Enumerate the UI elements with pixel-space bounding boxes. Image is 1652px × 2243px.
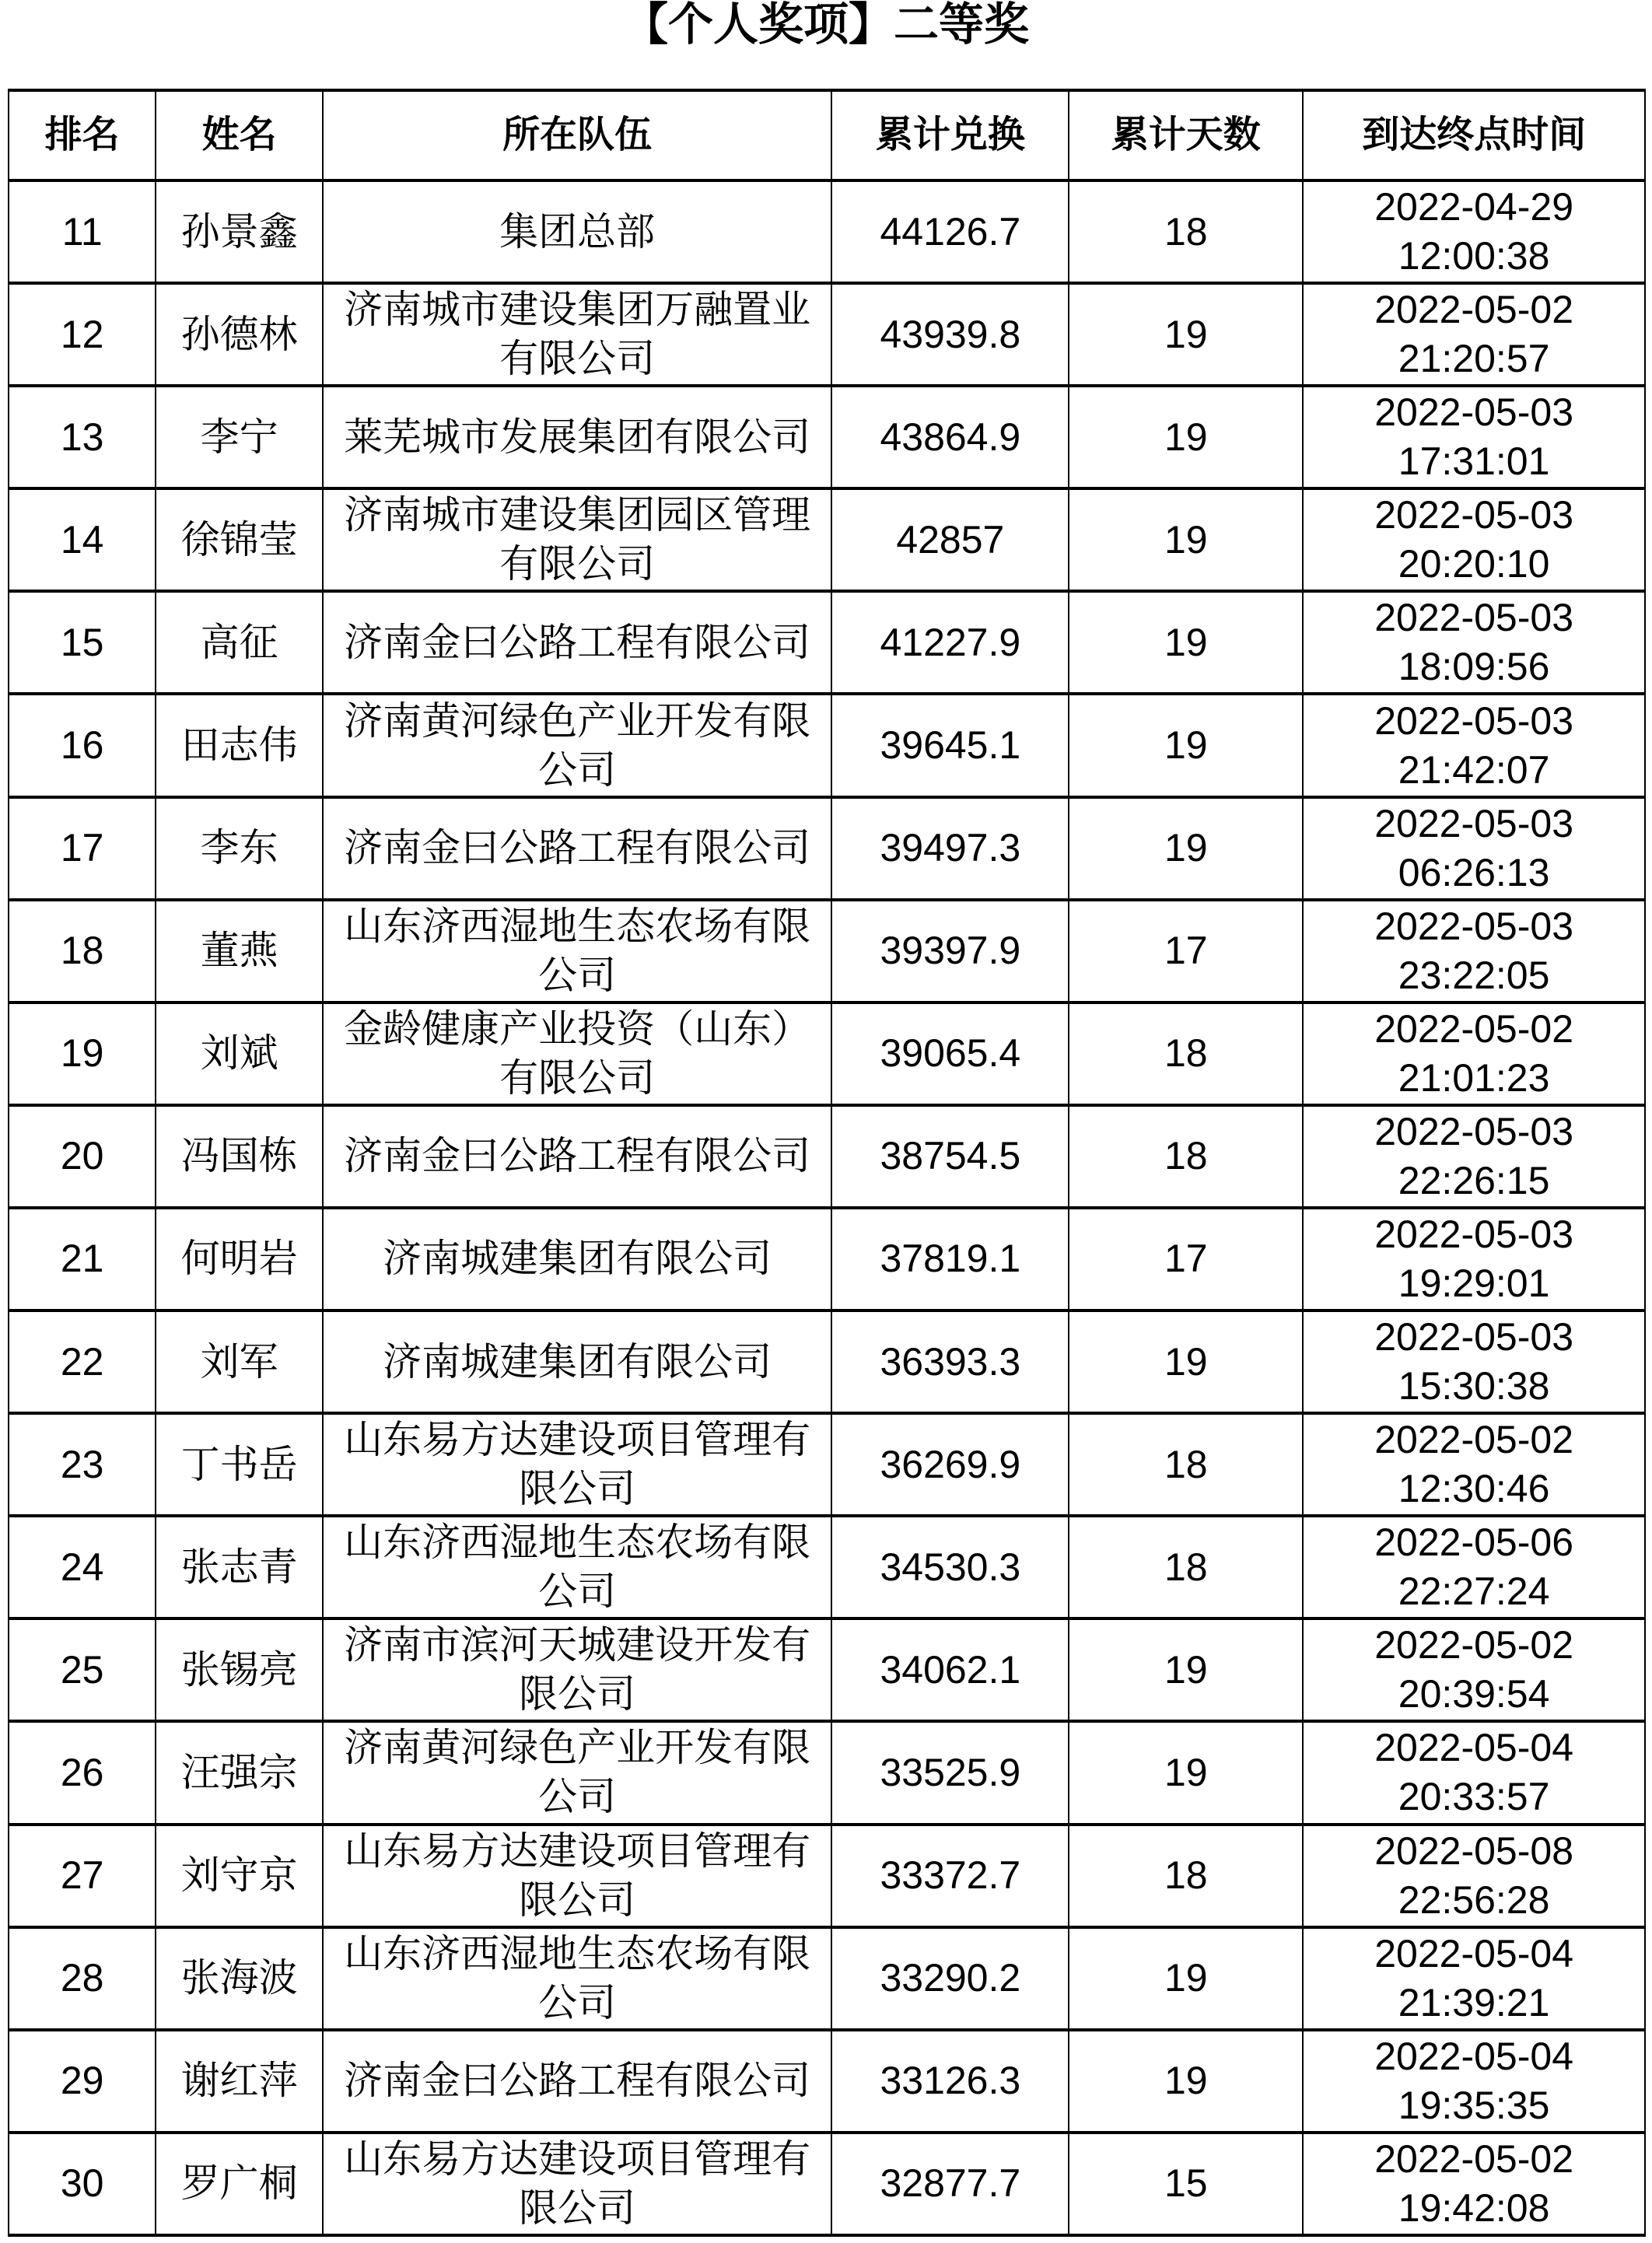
rank-cell: 23 — [9, 1413, 156, 1516]
days-cell: 19 — [1069, 488, 1303, 591]
finish-time-cell — [1303, 180, 1645, 283]
finish-time-text: 22:27:24 — [1398, 1569, 1550, 1614]
header-row — [9, 90, 1645, 180]
finish-date-text: 2022-05-04 — [1374, 1726, 1573, 1770]
column-header-finish: 到达终点时间 — [1303, 90, 1645, 180]
finish-time-cell — [1303, 591, 1645, 694]
finish-time-cell — [1303, 1618, 1645, 1721]
table-row — [9, 1721, 1645, 1824]
finish-time-cell — [1303, 1310, 1645, 1413]
finish-time-cell — [1303, 797, 1645, 900]
finish-time-text: 19:35:35 — [1398, 2083, 1550, 2127]
finish-date-text: 2022-05-03 — [1374, 1315, 1573, 1359]
finish-date-text: 2022-05-02 — [1374, 288, 1573, 332]
exchange-cell: 43939.8 — [831, 283, 1069, 386]
rank-cell: 28 — [9, 1927, 156, 2030]
finish-date-text: 2022-05-03 — [1374, 801, 1573, 845]
exchange-cell: 33126.3 — [831, 2030, 1069, 2133]
table-row — [9, 591, 1645, 694]
days-cell: 19 — [1069, 694, 1303, 796]
table-row — [9, 1825, 1645, 1927]
name-cell: 谢红萍 — [156, 2030, 323, 2133]
days-cell: 19 — [1069, 1618, 1303, 1721]
name-cell: 冯国栋 — [156, 1105, 323, 1208]
finish-date-text: 2022-05-03 — [1374, 493, 1573, 537]
finish-time-cell — [1303, 694, 1645, 796]
exchange-cell: 44126.7 — [831, 180, 1069, 283]
days-cell: 19 — [1069, 591, 1303, 694]
finish-time-cell — [1303, 1208, 1645, 1310]
team-cell: 济南城市建设集团园区管理有限公司 — [323, 488, 831, 591]
days-cell: 19 — [1069, 2030, 1303, 2133]
exchange-cell: 39065.4 — [831, 1003, 1069, 1105]
finish-date-text: 2022-05-08 — [1374, 1828, 1573, 1873]
days-cell: 18 — [1069, 1413, 1303, 1516]
finish-date-text: 2022-05-02 — [1374, 1623, 1573, 1667]
team-cell: 集团总部 — [323, 180, 831, 283]
finish-time-cell — [1303, 1927, 1645, 2030]
team-cell: 济南城市建设集团万融置业有限公司 — [323, 283, 831, 386]
column-header-days: 累计天数 — [1069, 90, 1303, 180]
days-cell: 18 — [1069, 1825, 1303, 1927]
column-header-team: 所在队伍 — [323, 90, 831, 180]
days-cell: 18 — [1069, 1105, 1303, 1208]
finish-time-text: 22:26:15 — [1398, 1158, 1550, 1202]
finish-date-text: 2022-05-02 — [1374, 2136, 1573, 2181]
finish-time-cell — [1303, 2133, 1645, 2235]
days-cell: 19 — [1069, 1721, 1303, 1824]
name-cell: 李宁 — [156, 386, 323, 488]
rank-cell: 30 — [9, 2133, 156, 2235]
rank-cell: 29 — [9, 2030, 156, 2133]
rank-cell: 17 — [9, 797, 156, 900]
rank-cell: 25 — [9, 1618, 156, 1721]
name-cell: 丁书岳 — [156, 1413, 323, 1516]
finish-date-text: 2022-04-29 — [1374, 185, 1573, 229]
rank-cell: 11 — [9, 180, 156, 283]
column-header-rank: 排名 — [9, 90, 156, 180]
exchange-cell: 41227.9 — [831, 591, 1069, 694]
finish-time-text: 22:56:28 — [1398, 1877, 1550, 1922]
finish-time-text: 12:00:38 — [1398, 234, 1550, 278]
finish-time-text: 18:09:56 — [1398, 645, 1550, 689]
days-cell: 19 — [1069, 283, 1303, 386]
table-row — [9, 1618, 1645, 1721]
exchange-cell: 37819.1 — [831, 1208, 1069, 1310]
exchange-cell: 38754.5 — [831, 1105, 1069, 1208]
days-cell: 19 — [1069, 1927, 1303, 2030]
finish-time-cell — [1303, 488, 1645, 591]
exchange-cell: 39397.9 — [831, 900, 1069, 1003]
table-row — [9, 1208, 1645, 1310]
finish-time-cell — [1303, 1413, 1645, 1516]
team-cell: 济南市滨河天城建设开发有限公司 — [323, 1618, 831, 1721]
days-cell: 18 — [1069, 1003, 1303, 1105]
finish-date-text: 2022-05-02 — [1374, 1418, 1573, 1462]
finish-time-text: 20:20:10 — [1398, 542, 1550, 586]
table-row — [9, 797, 1645, 900]
finish-time-cell — [1303, 1516, 1645, 1618]
finish-date-text: 2022-05-03 — [1374, 596, 1573, 640]
exchange-cell: 33525.9 — [831, 1721, 1069, 1824]
exchange-cell: 43864.9 — [831, 386, 1069, 488]
page-title: 【个人奖项】二等奖 — [622, 0, 1029, 50]
name-cell: 孙德林 — [156, 283, 323, 386]
exchange-cell: 39645.1 — [831, 694, 1069, 796]
exchange-cell: 33290.2 — [831, 1927, 1069, 2030]
awards-table — [8, 89, 1646, 2237]
rank-cell: 21 — [9, 1208, 156, 1310]
finish-time-cell — [1303, 283, 1645, 386]
finish-time-cell — [1303, 900, 1645, 1003]
table-row — [9, 1927, 1645, 2030]
days-cell: 18 — [1069, 1516, 1303, 1618]
finish-date-text: 2022-05-04 — [1374, 1931, 1573, 1975]
finish-time-text: 23:22:05 — [1398, 953, 1550, 997]
finish-time-text: 21:01:23 — [1398, 1055, 1550, 1100]
exchange-cell: 36269.9 — [831, 1413, 1069, 1516]
table-row — [9, 180, 1645, 283]
days-cell: 19 — [1069, 386, 1303, 488]
exchange-cell: 42857 — [831, 488, 1069, 591]
team-cell: 济南金曰公路工程有限公司 — [323, 591, 831, 694]
name-cell: 高征 — [156, 591, 323, 694]
table-row — [9, 1310, 1645, 1413]
table-row — [9, 386, 1645, 488]
name-cell: 徐锦莹 — [156, 488, 323, 591]
team-cell: 济南城建集团有限公司 — [323, 1310, 831, 1413]
finish-time-text: 06:26:13 — [1398, 850, 1550, 894]
name-cell: 张海波 — [156, 1927, 323, 2030]
finish-time-text: 20:33:57 — [1398, 1775, 1550, 1819]
team-cell: 山东易方达建设项目管理有限公司 — [323, 1825, 831, 1927]
days-cell: 19 — [1069, 1310, 1303, 1413]
team-cell: 山东济西湿地生态农场有限公司 — [323, 900, 831, 1003]
table-row — [9, 283, 1645, 386]
name-cell: 何明岩 — [156, 1208, 323, 1310]
rank-cell: 20 — [9, 1105, 156, 1208]
rank-cell: 12 — [9, 283, 156, 386]
team-cell: 济南金曰公路工程有限公司 — [323, 1105, 831, 1208]
finish-date-text: 2022-05-03 — [1374, 1212, 1573, 1256]
rank-cell: 19 — [9, 1003, 156, 1105]
finish-time-text: 21:42:07 — [1398, 747, 1550, 792]
finish-date-text: 2022-05-03 — [1374, 904, 1573, 948]
table-row — [9, 2133, 1645, 2235]
table-row — [9, 488, 1645, 591]
exchange-cell: 39497.3 — [831, 797, 1069, 900]
days-cell: 18 — [1069, 180, 1303, 283]
table-row — [9, 1003, 1645, 1105]
team-cell: 莱芜城市发展集团有限公司 — [323, 386, 831, 488]
name-cell: 张锡亮 — [156, 1618, 323, 1721]
finish-date-text: 2022-05-04 — [1374, 2034, 1573, 2078]
table-row — [9, 1516, 1645, 1618]
finish-date-text: 2022-05-02 — [1374, 1006, 1573, 1051]
team-cell: 山东济西湿地生态农场有限公司 — [323, 1516, 831, 1618]
finish-time-text: 20:39:54 — [1398, 1672, 1550, 1716]
rank-cell: 18 — [9, 900, 156, 1003]
finish-time-cell — [1303, 1003, 1645, 1105]
finish-time-text: 12:30:46 — [1398, 1467, 1550, 1511]
table-row — [9, 1105, 1645, 1208]
finish-time-cell — [1303, 1105, 1645, 1208]
rank-cell: 15 — [9, 591, 156, 694]
name-cell: 孙景鑫 — [156, 180, 323, 283]
name-cell: 张志青 — [156, 1516, 323, 1618]
table-row — [9, 900, 1645, 1003]
finish-time-cell — [1303, 1721, 1645, 1824]
team-cell: 山东易方达建设项目管理有限公司 — [323, 2133, 831, 2235]
name-cell: 刘军 — [156, 1310, 323, 1413]
rank-cell: 16 — [9, 694, 156, 796]
days-cell: 15 — [1069, 2133, 1303, 2235]
finish-time-text: 21:39:21 — [1398, 1980, 1550, 2024]
team-cell: 济南金曰公路工程有限公司 — [323, 2030, 831, 2133]
team-cell: 济南城建集团有限公司 — [323, 1208, 831, 1310]
exchange-cell: 33372.7 — [831, 1825, 1069, 1927]
exchange-cell: 34062.1 — [831, 1618, 1069, 1721]
team-cell: 济南黄河绿色产业开发有限公司 — [323, 694, 831, 796]
finish-time-cell — [1303, 386, 1645, 488]
name-cell: 罗广桐 — [156, 2133, 323, 2235]
finish-time-text: 17:31:01 — [1398, 439, 1550, 484]
team-cell: 济南黄河绿色产业开发有限公司 — [323, 1721, 831, 1824]
team-cell: 山东济西湿地生态农场有限公司 — [323, 1927, 831, 2030]
rank-cell: 22 — [9, 1310, 156, 1413]
rank-cell: 26 — [9, 1721, 156, 1824]
finish-date-text: 2022-05-03 — [1374, 390, 1573, 435]
table-row — [9, 1413, 1645, 1516]
team-cell: 山东易方达建设项目管理有限公司 — [323, 1413, 831, 1516]
finish-date-text: 2022-05-03 — [1374, 698, 1573, 743]
finish-date-text: 2022-05-06 — [1374, 1520, 1573, 1565]
finish-time-cell — [1303, 2030, 1645, 2133]
days-cell: 17 — [1069, 1208, 1303, 1310]
name-cell: 董燕 — [156, 900, 323, 1003]
exchange-cell: 34530.3 — [831, 1516, 1069, 1618]
finish-time-cell — [1303, 1825, 1645, 1927]
days-cell: 17 — [1069, 900, 1303, 1003]
exchange-cell: 36393.3 — [831, 1310, 1069, 1413]
name-cell: 汪强宗 — [156, 1721, 323, 1824]
name-cell: 李东 — [156, 797, 323, 900]
name-cell: 刘斌 — [156, 1003, 323, 1105]
table-row — [9, 694, 1645, 796]
column-header-exchange: 累计兑换 — [831, 90, 1069, 180]
exchange-cell: 32877.7 — [831, 2133, 1069, 2235]
finish-time-text: 15:30:38 — [1398, 1364, 1550, 1408]
rank-cell: 24 — [9, 1516, 156, 1618]
days-cell: 19 — [1069, 797, 1303, 900]
finish-time-text: 19:42:08 — [1398, 2185, 1550, 2230]
name-cell: 田志伟 — [156, 694, 323, 796]
rank-cell: 13 — [9, 386, 156, 488]
finish-date-text: 2022-05-03 — [1374, 1109, 1573, 1153]
column-header-name: 姓名 — [156, 90, 323, 180]
team-cell: 金龄健康产业投资（山东）有限公司 — [323, 1003, 831, 1105]
rank-cell: 27 — [9, 1825, 156, 1927]
team-cell: 济南金曰公路工程有限公司 — [323, 797, 831, 900]
rank-cell: 14 — [9, 488, 156, 591]
table-row — [9, 2030, 1645, 2133]
name-cell: 刘守京 — [156, 1825, 323, 1927]
finish-time-text: 19:29:01 — [1398, 1261, 1550, 1305]
finish-time-text: 21:20:57 — [1398, 337, 1550, 381]
